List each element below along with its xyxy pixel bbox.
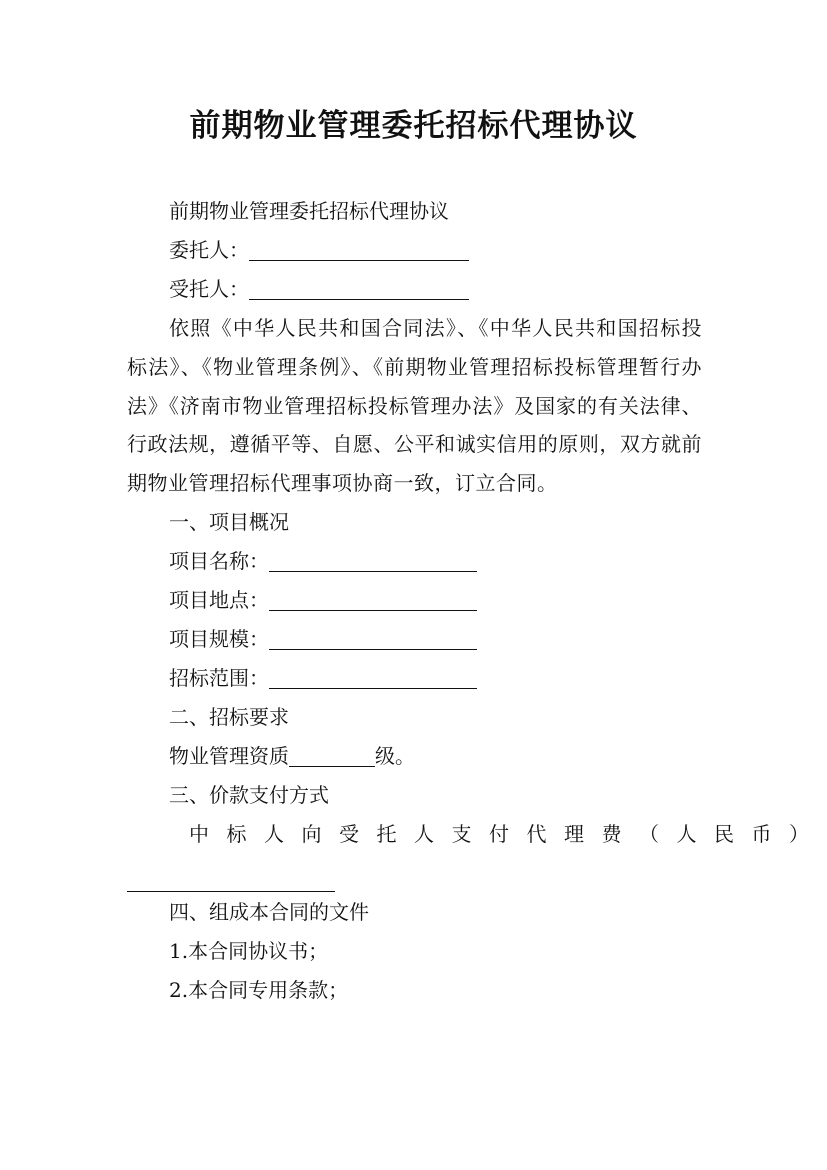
entruster-blank[interactable] — [249, 236, 469, 261]
bid-scope-blank[interactable] — [269, 664, 477, 689]
project-location-line — [127, 581, 702, 620]
project-name-label: 项目名称： — [169, 549, 269, 574]
project-scale-line — [127, 620, 702, 659]
project-name-blank[interactable] — [269, 547, 477, 572]
qualification-line — [127, 737, 702, 776]
section2-heading: 二、招标要求 — [169, 704, 289, 729]
qualification-suffix: 级。 — [375, 743, 415, 768]
doc-item-2: 2.本合同专用条款； — [169, 977, 349, 1002]
section4-heading: 四、组成本合同的文件 — [169, 899, 369, 924]
project-location-label: 项目地点： — [169, 588, 269, 613]
project-scale-label: 项目规模： — [169, 626, 269, 651]
qualification-blank[interactable] — [289, 742, 375, 767]
project-location-blank[interactable] — [269, 586, 477, 611]
document-title: 前期物业管理委托招标代理协议 — [189, 108, 638, 144]
trustee-label: 受托人： — [169, 276, 249, 301]
section3-heading: 三、价款支付方式 — [169, 782, 329, 807]
document-body — [127, 192, 827, 1010]
section1-heading: 一、项目概况 — [169, 510, 289, 535]
trustee-blank[interactable] — [249, 275, 469, 300]
payment-amount-blank[interactable] — [127, 867, 335, 892]
project-name-line — [127, 542, 702, 581]
doc-item-1: 1.本合同协议书； — [169, 938, 329, 963]
trustee-line — [127, 270, 702, 309]
qualification-prefix: 物业管理资质 — [169, 743, 289, 768]
bid-scope-label: 招标范围： — [169, 665, 269, 690]
intro-paragraph: 依照《中华人民共和国合同法》、《中华人民共和国招标投标法》、《物业管理条例》、《前期物业管理招标投标管理暂行办法》《济南市物业管理招标投标管理办法》及国家的有关法律、行政法规，遵循平等、自愿、公平和诚实信用的原则，双方就前期物业管理招标代理事项协商一致，订立合同。 — [127, 315, 702, 496]
entruster-line — [127, 231, 702, 270]
project-scale-blank[interactable] — [269, 625, 477, 650]
bid-scope-line — [127, 659, 702, 698]
payment-text: 中标人向受托人支付代理费（人民币） — [189, 821, 827, 846]
subtitle: 前期物业管理委托招标代理协议 — [169, 199, 449, 223]
entruster-label: 委托人： — [169, 237, 249, 262]
